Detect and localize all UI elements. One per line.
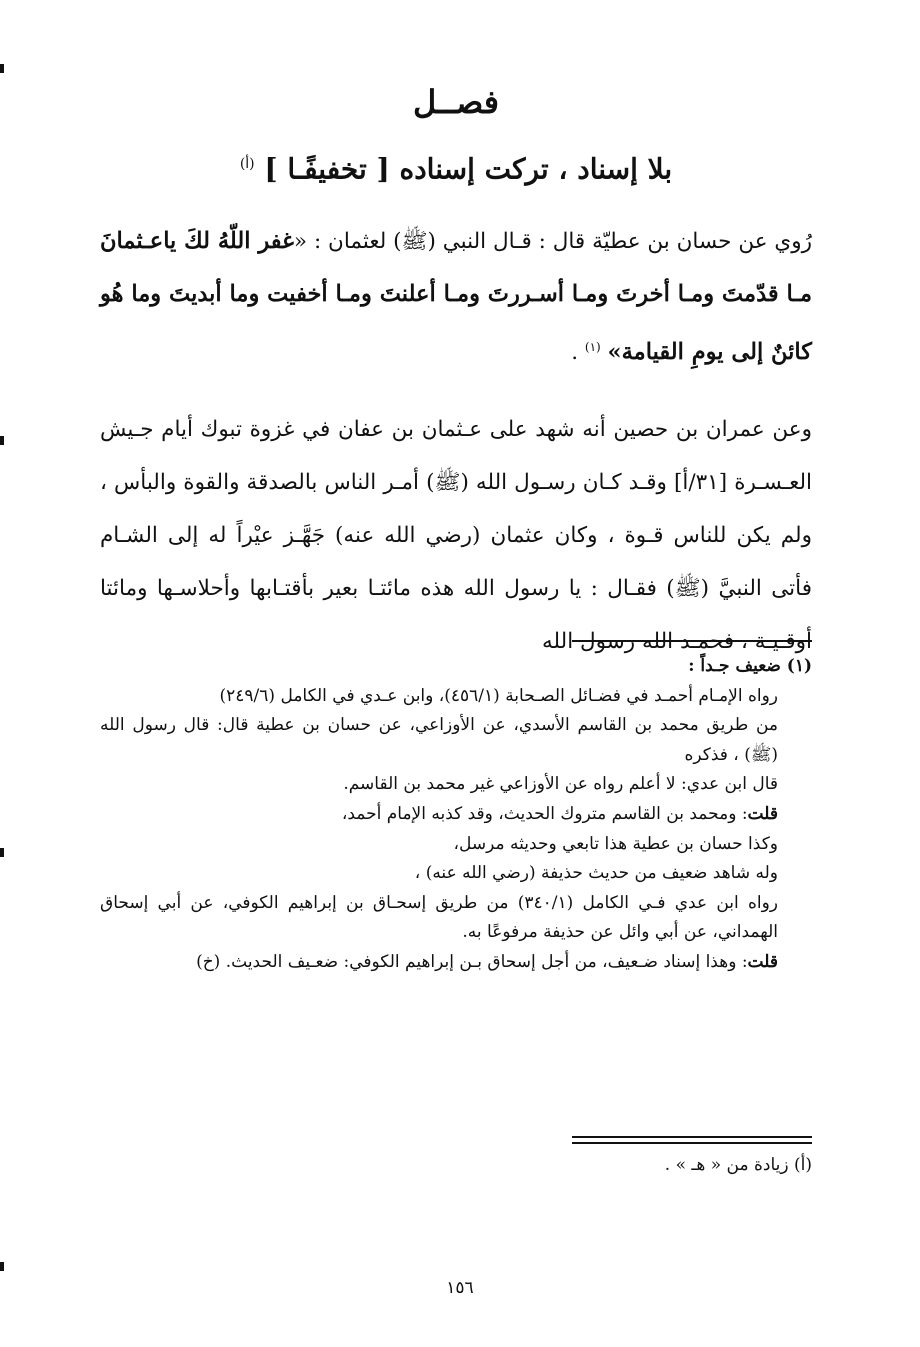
margin-mark xyxy=(0,848,4,857)
footnote-1-title: (١) ضعيف جـداً : xyxy=(688,656,812,676)
section-subheading xyxy=(100,134,812,199)
page-body xyxy=(100,60,812,668)
margin-mark xyxy=(0,64,4,73)
margin-mark xyxy=(0,1262,4,1271)
footnote-separator xyxy=(572,640,812,642)
margin-mark xyxy=(0,436,4,445)
subheading-text: بلا إسناد ، تركت إسناده [ تخفيفًـا ] xyxy=(264,152,673,186)
footnote-line xyxy=(100,800,812,830)
footnote-a: (أ) زيادة من « هـ » . xyxy=(664,1155,812,1175)
footnote-line: قال ابن عدي: لا أعلم رواه عن الأوزاعي غير محمد بن القاسم. xyxy=(343,774,778,795)
footnote-label-qult: قلت xyxy=(747,951,778,972)
section-heading: فصــل xyxy=(412,83,500,121)
paragraph1-end: . xyxy=(571,340,585,366)
paragraph1-footnote-ref: (١) xyxy=(584,340,601,355)
paragraph-imran: وعن عمران بن حصين أنه شهد على عـثمان بن عفان في غزوة تبوك أيام جـيش العـسـرة [٣١/أ] وقـد كـان رسـول الله (ﷺ) أمـر الناس بالصدقة والقوة والبأس ، ولم يكن للناس قـوة ، وكان عثمان (رضي الله عنه) جَهَّـز عيْراً له إلى الشـام فأتى النبيَّ (ﷺ) فقـال : يا رسول الله هذه مائتـا بعير بأقتـابها وأحلاسـها ومائتا أوقـيـة ، فحمـد الله رسول الله xyxy=(100,417,812,655)
footnote-line: وكذا حسان بن عطية هذا تابعي وحديثه مرسل، xyxy=(453,833,778,854)
hadith-text: غفر اللّهُ لكَ ياعـثمانَ مـا قدّمتَ ومـا أخرتَ ومـا أسـررتَ ومـا أعلنتَ ومـا أخفيت وما أبديتَ وما هُو كائنٌ إلى يومِ القيامة xyxy=(100,228,812,366)
footnote-label-qult: قلت xyxy=(747,803,778,824)
footnote-line-text: : ومحمد بن القاسم متروك الحديث، وقد كذبه الإمام أحمد، xyxy=(341,803,748,824)
footnote-line: وله شاهد ضعيف من حديث حذيفة (رضي الله عنه) ، xyxy=(414,863,778,884)
hadith-close: » xyxy=(607,339,622,366)
footnote-line-text: : وهذا إسناد ضـعيف، من أجل إسحاق بـن إبراهيم الكوفي: ضعـيف الحديث. (خ) xyxy=(196,951,748,972)
footnote-line: رواه ابن عدي فـي الكامل (٣٤٠/١) من طريق إسحـاق بن إبراهيم الكوفي، عن أبي إسحاق الهمداني، عن أبي وائل عن حذيفة مرفوعًا به. xyxy=(100,892,778,943)
footnotes xyxy=(100,652,812,978)
subheading-footnote-ref: (أ) xyxy=(239,156,255,172)
footnote-line: من طريق محمد بن القاسم الأسدي، عن الأوزاعي، عن حسان بن عطية قال: قال رسول الله (ﷺ) ، فذكره xyxy=(100,715,778,765)
page-number: ١٥٦ xyxy=(446,1278,474,1298)
note-separator xyxy=(572,1136,812,1144)
paragraph1-intro: رُوي عن حسان بن عطيّة قال : قـال النبي (ﷺ) لعثمان : « xyxy=(293,229,812,255)
footnote-line xyxy=(100,948,812,978)
footnote-line: رواه الإمـام أحمـد في فضـائل الصـحابة (٤٥٦/١)، وابن عـدي في الكامل (٢٤٩/٦) xyxy=(219,685,778,706)
paragraph-hadith xyxy=(100,215,812,379)
